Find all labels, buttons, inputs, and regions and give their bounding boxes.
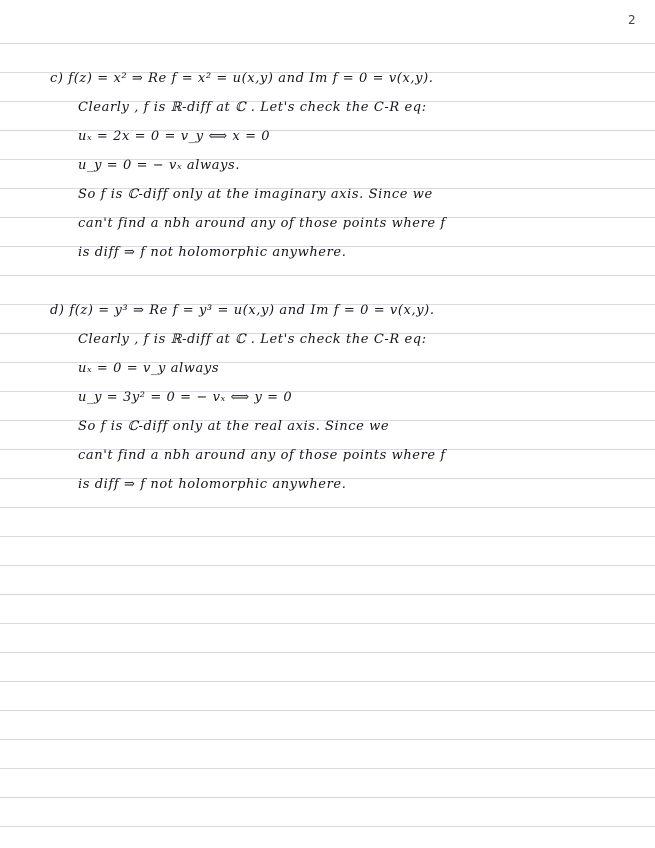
ruled-line bbox=[0, 797, 655, 798]
ruled-line bbox=[0, 43, 655, 44]
section-d-line-1: d) f(z) = y³ ⇒ Re f = y³ = u(x,y) and Im f = 0 = v(x,y). bbox=[50, 303, 435, 318]
ruled-line bbox=[0, 652, 655, 653]
section-d-line-5: So f is ℂ-diff only at the real axis. Since we bbox=[78, 419, 390, 434]
ruled-line bbox=[0, 507, 655, 508]
ruled-line bbox=[0, 681, 655, 682]
section-c-line-1: c) f(z) = x² ⇒ Re f = x² = u(x,y) and Im f = 0 = v(x,y). bbox=[50, 71, 434, 86]
section-d-line-3: uₓ = 0 = v_y always bbox=[78, 361, 220, 376]
section-c-line-2: Clearly , f is ℝ-diff at ℂ . Let's check the C-R eq: bbox=[78, 100, 427, 115]
ruled-line bbox=[0, 826, 655, 827]
section-c-line-7: is diff ⇒ f not holomorphic anywhere. bbox=[78, 245, 347, 260]
section-c-line-6: can't find a nbh around any of those points where f bbox=[78, 216, 446, 231]
section-c-line-4: u_y = 0 = − vₓ always. bbox=[78, 158, 241, 173]
ruled-line bbox=[0, 275, 655, 276]
ruled-line bbox=[0, 594, 655, 595]
ruled-line bbox=[0, 623, 655, 624]
ruled-line bbox=[0, 565, 655, 566]
section-d-line-6: can't find a nbh around any of those points where f bbox=[78, 448, 446, 463]
page-number: 2 bbox=[628, 13, 636, 27]
section-c-line-5: So f is ℂ-diff only at the imaginary axis. Since we bbox=[78, 187, 433, 202]
section-d-line-7: is diff ⇒ f not holomorphic anywhere. bbox=[78, 477, 347, 492]
ruled-line bbox=[0, 768, 655, 769]
ruled-line bbox=[0, 739, 655, 740]
section-c-line-3: uₓ = 2x = 0 = v_y ⟺ x = 0 bbox=[78, 129, 271, 144]
ruled-line bbox=[0, 710, 655, 711]
section-d-line-4: u_y = 3y² = 0 = − vₓ ⟺ y = 0 bbox=[78, 390, 293, 405]
ruled-line bbox=[0, 536, 655, 537]
section-d-line-2: Clearly , f is ℝ-diff at ℂ . Let's check the C-R eq: bbox=[78, 332, 427, 347]
